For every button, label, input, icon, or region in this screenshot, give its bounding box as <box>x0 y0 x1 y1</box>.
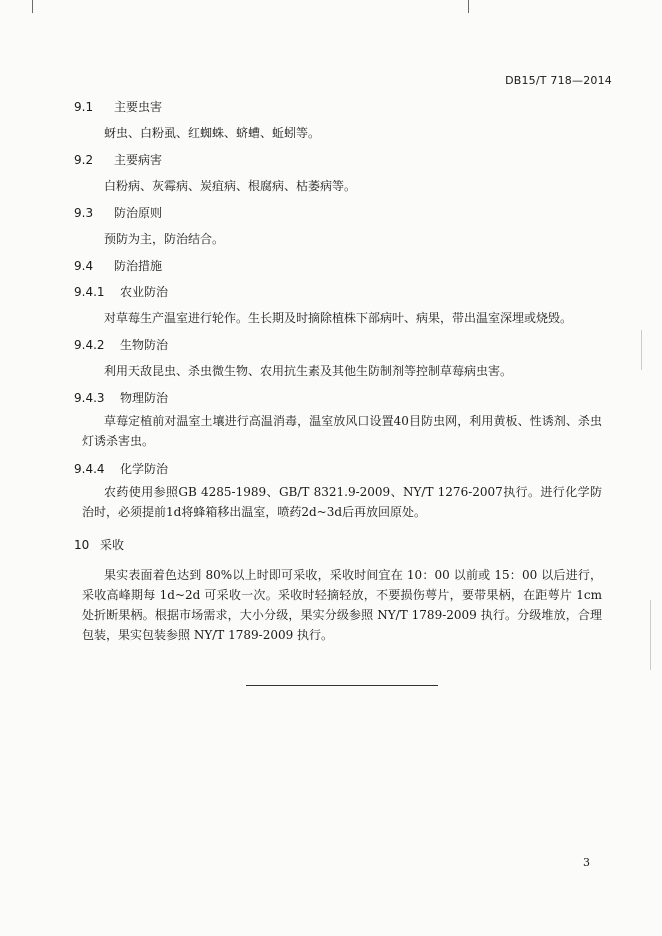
section-title: 防治措施 <box>114 259 163 273</box>
section-heading <box>74 460 168 477</box>
scan-mark <box>650 600 651 670</box>
section-body: 蚜虫、白粉虱、红蜘蛛、蛴螬、蚯蚓等。 <box>104 126 321 140</box>
section-heading <box>74 283 168 300</box>
section-number: 9.4.2 <box>74 338 105 352</box>
section-heading <box>74 204 162 221</box>
section-body: 果实表面着色达到 80%以上时即可采收，采收时间宜在 10：00 以前或 15：00 以后进行，采收高峰期每 1d~2d 可采收一次。采收时轻摘轻放，不要损伤萼片，要带果柄，在距萼片 1cm 处折断果柄。根据市场需求，大小分级，果实分级参照 NY/T 1789-2009 执行。分级堆放，合理包装，果实包装参照 NY/T 1789-2009 执行。 <box>82 568 602 642</box>
section-heading <box>74 336 168 353</box>
section-number: 9.4.1 <box>74 285 105 299</box>
page-number: 3 <box>583 856 590 869</box>
section-body: 预防为主，防治结合。 <box>104 232 225 246</box>
section-number: 9.3 <box>74 206 94 220</box>
section-title: 采收 <box>100 538 125 552</box>
section-number: 10 <box>74 538 90 552</box>
section-heading <box>74 151 162 168</box>
section-number: 9.1 <box>74 100 94 114</box>
section-number: 9.4.4 <box>74 462 105 476</box>
section-body: 对草莓生产温室进行轮作。生长期及时摘除植株下部病叶、病果，带出温室深埋或烧毁。 <box>104 311 573 325</box>
section-number: 9.4 <box>74 259 94 273</box>
section-heading <box>74 257 162 274</box>
scan-mark <box>641 330 642 370</box>
section-title: 生物防治 <box>120 338 169 352</box>
section-title: 防治原则 <box>114 206 163 220</box>
section-heading <box>74 98 162 115</box>
page-top-edge <box>0 0 662 14</box>
section-heading <box>74 389 168 406</box>
section-heading <box>74 536 124 553</box>
section-number: 9.2 <box>74 153 94 167</box>
section-body: 利用天敌昆虫、杀虫微生物、农用抗生素及其他生防制剂等控制草莓病虫害。 <box>104 364 513 378</box>
scan-mark <box>32 0 33 13</box>
standard-code: DB15/T 718—2014 <box>505 74 612 87</box>
end-rule <box>246 685 438 686</box>
section-title: 化学防治 <box>120 462 169 476</box>
section-body: 白粉病、灰霉病、炭疽病、根腐病、枯萎病等。 <box>104 179 357 193</box>
section-title: 农业防治 <box>120 285 169 299</box>
scan-mark <box>468 0 469 13</box>
section-number: 9.4.3 <box>74 391 105 405</box>
section-title: 主要虫害 <box>114 100 163 114</box>
section-body: 农药使用参照GB 4285-1989、GB/T 8321.9-2009、NY/T 1276-2007执行。进行化学防治时，必须提前1d将蜂箱移出温室，喷药2d~3d后再放回原处。 <box>82 485 602 519</box>
section-body: 草莓定植前对温室土壤进行高温消毒，温室放风口设置40目防虫网，利用黄板、性诱剂、杀虫灯诱杀害虫。 <box>82 414 602 448</box>
section-title: 物理防治 <box>120 391 169 405</box>
section-title: 主要病害 <box>114 153 163 167</box>
